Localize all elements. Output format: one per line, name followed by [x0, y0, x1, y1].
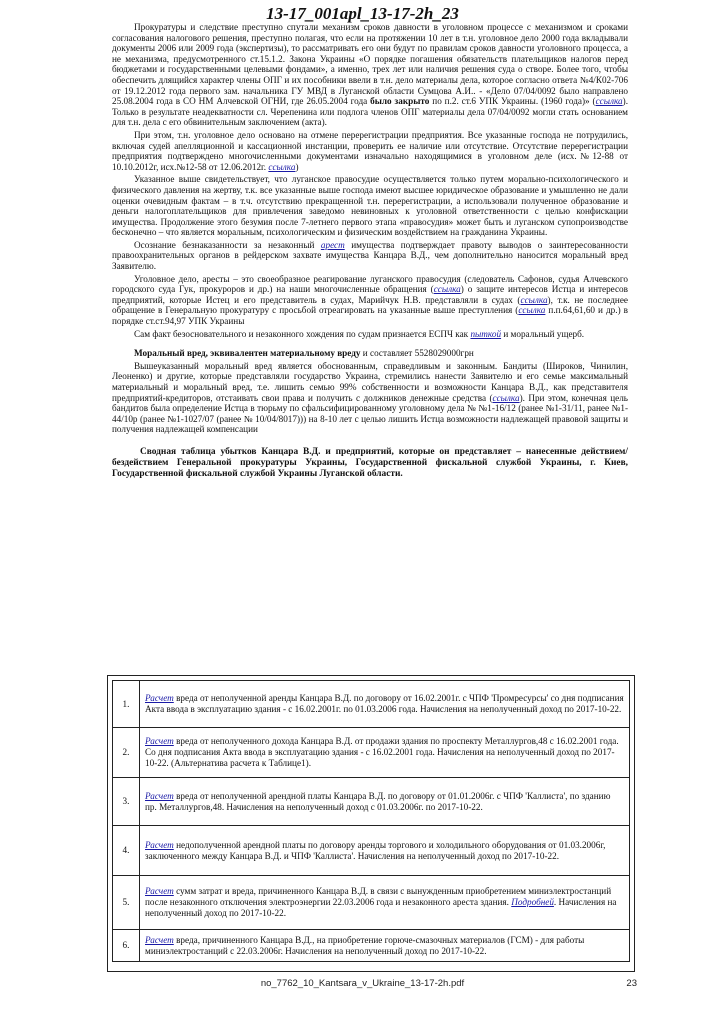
text-run: недополученной арендной платы по договору аренды торгового и холодильного оборудования от 01.03.2006г, заключенного между Канцара В.Д. и ЧПФ 'Каллиста'. Начисления на неполученный доход по 2017-10-22. [145, 839, 606, 861]
row-number: 1. [113, 681, 140, 728]
moral-damage-heading [112, 348, 628, 359]
text-run: ). Только в результате неадекватности сл. Черепенина или подлога членов ОПГ материалы дела 07/04/0092 могли стать основанием для т.н. дела с его обвинительным заключением (акта). [112, 96, 629, 128]
row-number: 6. [113, 930, 140, 962]
text-run: Указанное выше свидетельствует, что луганское правосудие осуществляется только путем морально-психологического и физического давления на жертву, т.к. все указанные выше господа имеют высшее юридическое образование и умышленно не дали оценки очевидным фактам – в т.ч. отсутствию прекращенной т.н. перерегистрации, а использовали полученное образование и деньги налогоплательщиков для привлечения заведомо невиновных к уголовной ответственности с целью конфискации имущества. Продолжение этого безумия после 7-летнего первого этапа «правосудия» может быть и луганском супопроизводстве бесконечно – что является моральным, психологическим и физическим воздействием на гражданина Украины. [112, 174, 628, 238]
row-number: 5. [113, 876, 140, 930]
row-description [140, 930, 630, 962]
text-run: Сам факт безосновательного и незаконного хождения по судам признается ЕСПЧ как [134, 328, 471, 339]
text-run: Уголовное дело, аресты – это своеобразное реагирование луганского правосудия (следователь Сафонов, судья Алчевского городского суда Гук, прокуроров и др.) на наши многочисленные обращения ( [112, 273, 628, 295]
text-run: ) [295, 161, 299, 172]
text-run: Осознание безнаказанности за незаконный [134, 239, 321, 250]
bold-text: Моральный вред, эквивалентен материальному вреду [134, 348, 361, 359]
document-body [112, 22, 628, 494]
calculation-link[interactable]: Расчет [145, 736, 174, 747]
arrest-link[interactable]: арест [320, 239, 345, 250]
text-run: и составляет 5528029000грн [360, 348, 474, 359]
details-link[interactable]: Подробней [511, 897, 554, 908]
loss-table [112, 680, 630, 962]
torture-link[interactable]: пыткой [470, 328, 502, 339]
calculation-link[interactable]: Расчет [145, 934, 174, 945]
text-run: вреда от неполученного дохода Канцара В.Д. от продажи здания по проспекту Металлургов,48 с 16.02.2001 года. Со дня подписания Акта ввода в эксплуатацию здания - с 16.02.2001 года. Начисления на неполученный доход по 2017-10-22. (Альтернатива расчета к Таблице1). [145, 736, 619, 768]
row-description [140, 728, 630, 778]
row-description [140, 681, 630, 728]
reference-link[interactable]: ссылка [433, 284, 461, 295]
paragraph-8 [112, 361, 628, 435]
table-row [113, 728, 630, 778]
reference-link[interactable]: ссылка [492, 392, 520, 403]
text-run: вреда, причиненного Канцара В.Д., на приобретение горюче-смазочных материалов (ГСМ) - для работы миниэлектростанций с 22.03.2006г. Начисления на неполученный доход по 2017-10-22. [145, 934, 585, 956]
text-run: имущества подтверждает правоту выводов о заинтересованности правоохранительных органов в рейдерском захвате имущества Канцара В.Д., чем дополнительно наносится моральный вред Заявителю. [112, 239, 628, 272]
text-run: сумм затрат и вреда, причиненного Канцара В.Д. в связи с вынужденным приобретением миниэлектростанций после незаконного отключения электроэнергии 22.03.2006 года и незаконного ареста здания. [145, 886, 612, 908]
text-run: . Начисления на неполученный доход по 2017-10-22. [145, 897, 617, 918]
text-run: п.п.64,61,60 и др.) в порядке ст.ст.94,97 УПК Украины [112, 305, 628, 327]
reference-link[interactable]: ссылка [518, 305, 546, 316]
reference-link[interactable]: ссылка [595, 96, 623, 107]
paragraph-3 [112, 174, 628, 238]
paragraph-4 [112, 240, 628, 272]
table-row [113, 876, 630, 930]
table-row [113, 826, 630, 876]
paragraph-5 [112, 274, 628, 327]
text-run: ), т.к. не последнее обращение в Генеральную прокуратуру с просьбой отреагировать на указанные выше преступления ( [112, 294, 629, 316]
row-number: 3. [113, 778, 140, 826]
calculation-link[interactable]: Расчет [145, 790, 174, 801]
text-run: по п.2. ст.6 УПК Украины. (1960 года)» ( [429, 96, 596, 107]
row-number: 4. [113, 826, 140, 876]
reference-link[interactable]: ссылка [268, 161, 296, 172]
row-description [140, 778, 630, 826]
paragraph-2 [112, 130, 628, 172]
document-header-title: 13-17_001apl_13-17-2h_23 [266, 4, 459, 23]
calculation-link[interactable]: Расчет [145, 886, 174, 897]
footer-filename: no_7762_10_Kantsara_v_Ukraine_13-17-2h.pdf [260, 978, 465, 989]
text-run: вреда от неполученной аренды Канцара В.Д. по договору от 16.02.2001г. с ЧПФ 'Промресурсы' со дня подписания Акта ввода в эксплуатацию здания - с 16.02.2001г. по 01.03.2006 года. Начисления на неполученный доход по 2017-10-22. [145, 693, 624, 714]
table-row [113, 778, 630, 826]
row-number: 2. [113, 728, 140, 778]
reference-link[interactable]: ссылка [520, 294, 548, 305]
calculation-link[interactable]: Расчет [145, 693, 174, 704]
row-description [140, 876, 630, 930]
table-row [113, 681, 630, 728]
text-run: Вышеуказанный моральный вред является обоснованным, справедливым и законным. Бандиты (Широков, Чинилин, Леоненко) и другие, которые представляли государство Украина, стремились нанести Заявителю и его семье максимальный материальный и моральный вред, т.е. лишить семью 99% собственности и возможности Канцара В.Д., как представителя предприятий-кредиторов, отстаивать свои права и получить с должников денежные средства ( [112, 360, 628, 403]
paragraph-1 [112, 22, 628, 128]
text-run: и моральный ущерб. [501, 328, 585, 339]
text-run: ). При этом, конечная цель бандитов была определение Истца в тюрьму по сфальсифицированному уголовному дела № №1-16/12 (ранее №1-31/11, ранее №1-44/10р (ранее №1-1027/07 (ранее № 10/04/8017))) на 8-10 лет с целью лишить Истца возможности надлежащей правовой защиты и получения надлежащей компенсации [112, 392, 628, 435]
calculation-link[interactable]: Расчет [145, 839, 174, 850]
text-run: Прокуратуры и следствие преступно спутали механизм сроков давности в уголовном процессе с механизмом и сроками согласования налогового решения, преступно полагая, что если на протяжении 10 лет в т.н. уголовное дело 2000 года вкладывали документы 2006 или 2009 года (экспертизы), то рассматривать его они будут по правилам сроков давности уголовного процесса, а не механизма, предусмотренного ст.15.1.2. Закона Украины «О порядке погашения обязательств плательщиков налогов перед бюджетами и государственными целевыми фондами», а именно, трех лет или наличия решения суда о створе. Более того, чтобы обеспечить длящийся характер члены ОПГ и их пособники ввели в т.н. дело материалы дела, которое согласно ответа №4/К02-706 от 19.12.2012 года первого зам. начальника ГУ МВД в Луганской области Сумцова А.И.. - «Дело 07/04/0092 было направлено 25.08.2004 года в СО НМ Алчевской ОГНИ, где 26.05.2004 года [112, 22, 628, 107]
text-run: При этом, т.н. уголовное дело основано на отмене перерегистрации предприятия. Все указанные господа не потрудились, включая судей апелляционной и кассационной инстанции, проверить ее наличие или отсутствие. Отсутствие перерегистрации предприятия подтверждено многочисленными документами изначально находящимися в уголовном деле (исх.№12-88 от 10.10.2012г, исх.№12-58 от 12.06.2012г. [112, 129, 628, 172]
table-row [113, 930, 630, 962]
paragraph-6 [112, 329, 628, 340]
summary-table-title: Сводная таблица убытков Канцара В.Д. и предприятий, которые он представляет – нанесенные действием/бездействием Генеральной прокуратуры Украины, Государственной фискальной службой Украины, г. Киев, Государственной фискальной службой Украины Луганской области. [112, 446, 628, 479]
page-number: 23 [626, 978, 637, 989]
text-run: ) о защите интересов Истца и интересов предприятий, которые Истец и его представитель в судах, Марийчук Н.В. представляли в судах ( [112, 284, 628, 305]
text-run: вреда от неполученной арендной платы Канцара В.Д. по договору от 01.01.2006г. с ЧПФ 'Каллиста', по зданию пр. Металлургов,48. Начисления на неполученный доход с 01.03.2006г. по 2017-10-22. [145, 790, 611, 812]
bold-text: было закрыто [370, 96, 430, 107]
row-description [140, 826, 630, 876]
